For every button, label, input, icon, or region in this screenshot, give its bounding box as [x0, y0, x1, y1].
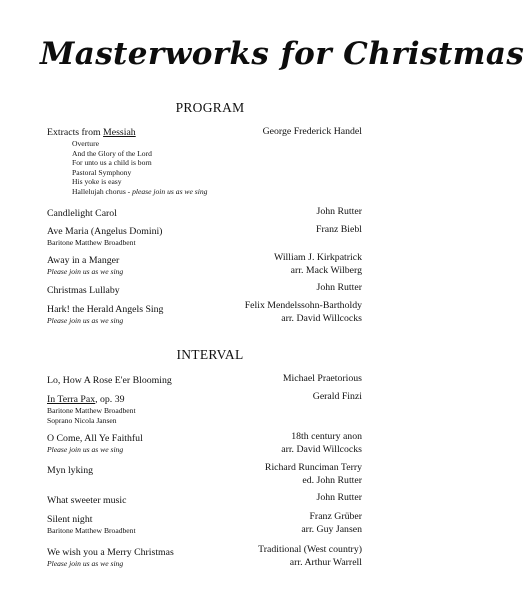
piece-credits	[258, 543, 362, 569]
piece-title: Christmas Lullaby	[47, 285, 120, 296]
piece-credit: William J. Kirkpatrick	[273, 252, 362, 263]
messiah-title: Messiah	[103, 127, 136, 138]
piece-credits	[301, 510, 362, 536]
piece-title: Silent night	[47, 514, 93, 525]
piece-entry	[47, 254, 123, 277]
piece-credits	[281, 430, 362, 456]
piece-credit: Michael Praetorious	[282, 373, 362, 384]
piece-credit: Traditional (West country)	[258, 544, 362, 555]
piece-credit: Franz Biebl	[316, 224, 362, 235]
piece-entry	[47, 303, 163, 326]
movement-last-title: Hallelujah chorus	[72, 186, 126, 196]
piece-credit: Gerald Finzi	[312, 391, 362, 402]
opus-number: , op. 39	[95, 394, 125, 405]
piece-title: Ave Maria (Angelus Domini)	[47, 226, 163, 237]
piece-title: We wish you a Merry Christmas	[47, 547, 174, 558]
piece-entry	[47, 225, 162, 248]
piece-credit: Richard Runciman Terry	[264, 462, 362, 473]
movement-item-last	[47, 187, 207, 197]
interval-heading: INTERVAL	[176, 347, 244, 362]
messiah-prefix: Extracts from	[47, 127, 104, 138]
performer-note: Baritone Matthew Broadbent	[47, 238, 136, 247]
piece-arranger: arr. David Willcocks	[281, 444, 362, 455]
piece-arranger: arr. David Willcocks	[281, 313, 362, 324]
piece-credit: John Rutter	[316, 492, 362, 503]
movement-item: Pastoral Symphony	[72, 167, 132, 177]
piece-credits	[245, 299, 362, 325]
terra-pax-entry	[47, 393, 136, 425]
piece-title: O Come, All Ye Faithful	[47, 433, 143, 444]
piece-title: What sweeter music	[47, 495, 127, 506]
performer-note: Baritone Matthew Broadbent	[47, 406, 136, 415]
performer-note: Baritone Matthew Broadbent	[47, 526, 136, 535]
messiah-entry	[47, 126, 207, 197]
sing-along-note: Please join us as we sing	[47, 559, 124, 568]
piece-arranger: arr. Arthur Warrell	[289, 557, 362, 568]
piece-credit: Franz Grüber	[309, 511, 362, 522]
piece-title: In Terra Pax	[47, 394, 96, 405]
piece-credit: John Rutter	[316, 206, 362, 217]
piece-credits	[265, 461, 362, 487]
piece-arranger: arr. Guy Jansen	[301, 524, 362, 535]
sing-along-note: Please join us as we sing	[47, 267, 124, 276]
piece-credits	[274, 251, 362, 277]
messiah-composer: George Frederick Handel	[262, 126, 362, 137]
sing-along-note: - please join us as we sing	[125, 186, 208, 196]
piece-title: Lo, How A Rose E'er Blooming	[47, 375, 172, 386]
sing-along-note: Please join us as we sing	[47, 316, 124, 325]
piece-title-line	[47, 393, 136, 406]
piece-credit: John Rutter	[316, 282, 362, 293]
piece-title: Away in a Manger	[47, 255, 120, 266]
piece-credit: Felix Mendelssohn-Bartholdy	[244, 300, 362, 311]
movement-item: And the Glory of the Lord	[72, 148, 152, 158]
banner-title: Masterworks for Christmas	[40, 36, 524, 72]
piece-title: Myn lyking	[47, 465, 93, 476]
piece-title: Candlelight Carol	[47, 208, 117, 219]
movement-item: For unto us a child is born	[72, 158, 152, 168]
sing-along-note: Please join us as we sing	[47, 445, 124, 454]
movement-item: Overture	[72, 139, 99, 148]
movement-item: His yoke is easy	[72, 177, 122, 187]
piece-title: Hark! the Herald Angels Sing	[47, 304, 164, 315]
piece-entry	[47, 432, 143, 455]
piece-entry	[47, 513, 136, 536]
piece-editor: ed. John Rutter	[302, 475, 362, 486]
piece-credit: 18th century anon	[291, 431, 362, 442]
program-heading: PROGRAM	[175, 100, 245, 115]
piece-entry	[47, 546, 174, 569]
piece-arranger: arr. Mack Wilberg	[290, 265, 362, 276]
performer-note: Soprano Nicola Jansen	[47, 415, 117, 425]
